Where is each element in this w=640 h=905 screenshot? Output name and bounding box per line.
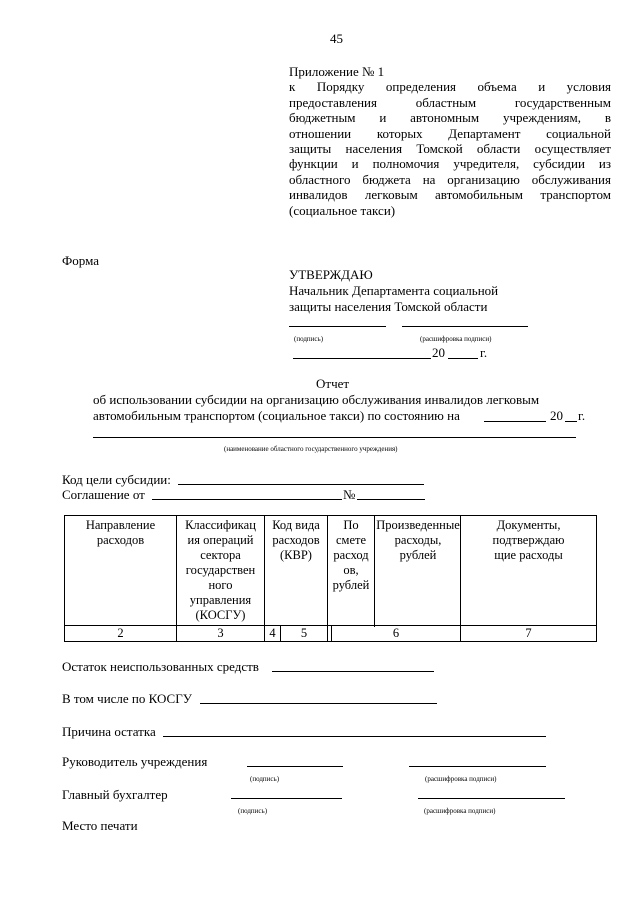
col-number: 4 [265, 626, 281, 642]
appendix-line: функции и полномочия учредителя, субсидии из [289, 156, 611, 172]
header-kvr: Код вида расходов (КВР) [265, 516, 328, 626]
reason-line[interactable] [163, 736, 546, 737]
organization-line[interactable] [93, 437, 576, 438]
head-signature-caption: (подпись) [250, 775, 280, 783]
head-decode-caption: (расшифровка подписи) [425, 775, 497, 783]
appendix-line: предоставления областным государственным [289, 94, 611, 110]
year-prefix: 20 [432, 345, 445, 360]
appendix-line: отношении которых Департамент социальной [289, 125, 611, 141]
kosgu-line[interactable] [200, 703, 437, 704]
date-line[interactable] [293, 358, 431, 359]
remainder-label: Остаток неиспользованных средств [62, 659, 259, 674]
report-date-line[interactable] [484, 421, 546, 422]
appendix-line: инвалидов легковым автомобильным транспортом [289, 187, 611, 203]
report-year-line[interactable] [565, 421, 577, 422]
subsidy-code-label: Код цели субсидии: [62, 472, 171, 487]
header-kosgu: Классификац ия операций сектора государствен ного управления (КОСГУ) [177, 516, 265, 626]
header-spent: Произведенные расходы, рублей [376, 518, 460, 562]
agreement-label: Соглашение от [62, 487, 145, 502]
year-suffix: г. [480, 345, 488, 360]
signature-line[interactable] [289, 326, 386, 327]
head-decode-line[interactable] [409, 766, 546, 767]
header-budget-inner: По смете расход ов, рублей [328, 516, 375, 627]
header-budget [328, 516, 461, 626]
accountant-signature-caption: (подпись) [238, 807, 268, 815]
appendix-line: (социальное такси) [289, 202, 396, 218]
organization-caption: (наименование областного государственного учреждения) [224, 445, 398, 453]
appendix-line: защиты населения Томской области осуществляет [289, 141, 611, 157]
col-number: 6 [332, 626, 461, 642]
appendix-line: областного бюджета на организацию обслуживания [289, 171, 611, 187]
head-label: Руководитель учреждения [62, 754, 208, 769]
subsidy-code-line[interactable] [178, 484, 424, 485]
col-number: 3 [177, 626, 265, 642]
year-line[interactable] [448, 358, 478, 359]
report-table [64, 515, 597, 642]
reason-label: Причина остатка [62, 724, 156, 739]
appendix-block [289, 64, 611, 218]
appendix-line: к Порядку определения объема и условия [289, 79, 611, 95]
col-number: 5 [281, 626, 328, 642]
decode-caption: (расшифровка подписи) [420, 335, 492, 343]
col-number: 2 [65, 626, 177, 642]
col-number: 7 [461, 626, 597, 642]
accountant-label: Главный бухгалтер [62, 787, 168, 802]
approve-line: защиты населения Томской области [289, 299, 488, 314]
table-number-row [65, 626, 597, 642]
signature-caption: (подпись) [294, 335, 324, 343]
approve-line: Начальник Департамента социальной [289, 283, 499, 298]
report-year-suffix: г. [578, 408, 586, 423]
agreement-date-line[interactable] [152, 499, 342, 500]
accountant-decode-line[interactable] [418, 798, 565, 799]
appendix-line: бюджетным и автономным учреждениям, в [289, 110, 611, 126]
accountant-decode-caption: (расшифровка подписи) [424, 807, 496, 815]
report-year: 20 [550, 408, 563, 423]
form-label: Форма [62, 253, 99, 268]
signature-decode-line[interactable] [402, 326, 528, 327]
report-subtitle: об использовании субсидии на организацию обслуживания инвалидов легковым [93, 392, 540, 407]
table-header-row [65, 516, 597, 626]
approve-title: УТВЕРЖДАЮ [289, 267, 373, 282]
header-documents: Документы, подтверждаю щие расходы [461, 516, 597, 626]
head-signature-line[interactable] [247, 766, 343, 767]
kosgu-label: В том числе по КОСГУ [62, 691, 192, 706]
seal-label: Место печати [62, 818, 138, 833]
remainder-line[interactable] [272, 671, 434, 672]
header-direction: Направление расходов [65, 516, 177, 626]
appendix-title: Приложение № 1 [289, 64, 385, 79]
page-number: 45 [330, 31, 343, 46]
number-sign: № [343, 487, 356, 502]
report-title: Отчет [316, 376, 350, 391]
accountant-signature-line[interactable] [231, 798, 342, 799]
report-subtitle-start: автомобильным транспортом (социальное такси) по состоянию на [93, 408, 460, 423]
agreement-number-line[interactable] [357, 499, 425, 500]
